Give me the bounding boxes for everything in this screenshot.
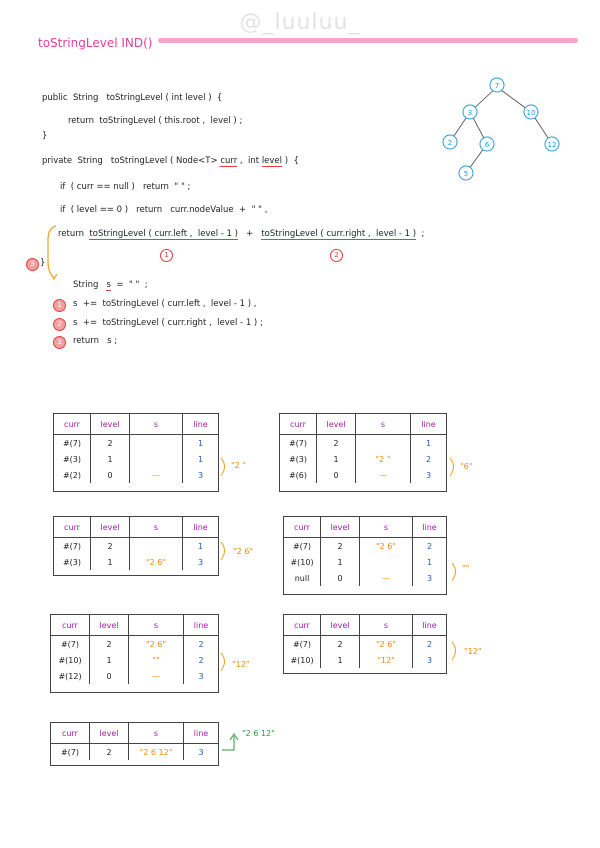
return-note-2: "6"	[460, 462, 473, 471]
return-note-4: ""	[462, 564, 470, 573]
table-row: #(7) 2 "2 6 12" 3	[51, 744, 218, 761]
code-param-level: level	[261, 156, 283, 166]
table-row: #(12) 0 — 3	[51, 668, 218, 684]
tree-label-2: 2	[447, 139, 453, 147]
table-row: #(10) 1 "" 2	[51, 652, 218, 668]
step-marker-1: 1	[53, 299, 66, 312]
step-marker-2: 2	[53, 318, 66, 331]
tree-label-3: 3	[467, 109, 473, 117]
code-line-string-s	[73, 280, 148, 290]
return-arrow-2	[448, 456, 460, 480]
table-row: null 0 — 3	[284, 570, 446, 586]
tree-label-5: 5	[463, 170, 469, 178]
code-line-close-2: }	[40, 258, 46, 268]
return-note-6: "12"	[464, 647, 482, 656]
step-marker-3: 3	[53, 336, 66, 349]
tree-label-10: 10	[526, 109, 536, 117]
code-line-if-level: if ( level == 0 ) return curr.nodeValue + " " ,	[60, 205, 268, 215]
trace-table-7: curr level s line #(7) 2 "2 6 12" 3	[50, 722, 219, 766]
table-row: #(3) 1 "2 " 2	[280, 451, 446, 467]
return-arrow-1	[219, 456, 231, 480]
code-string-init: = " " ;	[110, 280, 148, 290]
return-arrow-6	[450, 640, 462, 664]
return-arrow-4	[450, 561, 462, 585]
code-left-call: toStringLevel ( curr.left , level - 1 )	[89, 229, 238, 239]
final-arrow	[220, 730, 242, 754]
return-arrow-5	[219, 651, 231, 675]
final-result-note: "2 6 12"	[242, 729, 275, 738]
table-row: #(2) 0 — 3	[54, 467, 218, 483]
page-title: toStringLevel IND()	[38, 36, 153, 50]
marker-right-call: 2	[330, 249, 343, 262]
code-line-return-s: return s ;	[73, 336, 118, 346]
table-row: #(7) 2 1	[54, 435, 218, 452]
tree-label-12: 12	[547, 141, 557, 149]
code-param-curr: curr	[220, 156, 238, 166]
table-row: #(7) 2 1	[280, 435, 446, 452]
table-row: #(7) 2 1	[54, 538, 218, 555]
code-private-part-c: , int	[237, 156, 262, 166]
col-s: s	[130, 414, 183, 435]
code-var-s: s	[106, 280, 111, 290]
table-row: #(3) 1 "2 6" 3	[54, 554, 218, 570]
code-private-part-e: ) {	[282, 156, 299, 166]
col-level: level	[91, 414, 130, 435]
tree-label-6: 6	[484, 141, 490, 149]
code-line-return-recursive	[58, 229, 424, 239]
tree-label-7: 7	[494, 82, 500, 90]
return-note-3: "2 6"	[233, 547, 254, 556]
binary-tree	[430, 72, 580, 187]
code-return-kw: return	[58, 229, 90, 239]
trace-table-4: curr level s line #(7) 2 "2 6" 2 #(10) 1 1 null 0 — 3	[283, 516, 447, 595]
trace-table-2: curr level s line #(7) 2 1 #(3) 1 "2 " 2 #(6) 0 — 3	[279, 413, 447, 492]
table-row: #(7) 2 "2 6" 2	[284, 636, 446, 653]
table-row: #(7) 2 "2 6" 2	[51, 636, 218, 653]
table-row: #(3) 1 1	[54, 451, 218, 467]
code-line-s-left: s += toStringLevel ( curr.left , level - 1 ) ,	[73, 299, 257, 309]
code-line-private	[42, 156, 299, 166]
trace-table-6: curr level s line #(7) 2 "2 6" 2 #(10) 1 "12" 3	[283, 614, 447, 674]
code-line-if-null: if ( curr == null ) return " " ;	[60, 182, 191, 192]
code-semicolon: ;	[416, 229, 425, 239]
code-right-call: toStringLevel ( curr.right , level - 1 )	[261, 229, 417, 239]
trace-table-3: curr level s line #(7) 2 1 #(3) 1 "2 6" 3	[53, 516, 219, 576]
title-underline-bar	[158, 38, 578, 43]
col-curr: curr	[54, 414, 91, 435]
table-row: #(10) 1 1	[284, 554, 446, 570]
watermark: @_luuluu_	[239, 10, 361, 35]
return-arrow-3	[219, 540, 231, 564]
marker-three-left: 3	[26, 258, 39, 271]
table-row: #(10) 1 "12" 3	[284, 652, 446, 668]
trace-table-1	[53, 413, 219, 492]
table-row: #(6) 0 — 3	[280, 467, 446, 483]
code-line-return-root: return toStringLevel ( this.root , level ) ;	[68, 116, 243, 126]
col-line: line	[183, 414, 219, 435]
marker-left-call: 1	[160, 249, 173, 262]
code-line-s-right: s += toStringLevel ( curr.right , level - 1 ) ;	[73, 318, 263, 328]
code-string-kw: String	[73, 280, 107, 290]
trace-table-5: curr level s line #(7) 2 "2 6" 2 #(10) 1 "" 2 #(12) 0 — 3	[50, 614, 219, 693]
code-line-public: public String toStringLevel ( int level ) {	[42, 93, 223, 103]
code-line-close-1: }	[42, 131, 48, 141]
return-note-1: "2 "	[231, 461, 246, 470]
table-row: #(7) 2 "2 6" 2	[284, 538, 446, 555]
return-note-5: "12"	[232, 660, 250, 669]
code-plus: +	[237, 229, 262, 239]
code-private-part-a: private String toStringLevel ( Node<T>	[42, 156, 221, 166]
